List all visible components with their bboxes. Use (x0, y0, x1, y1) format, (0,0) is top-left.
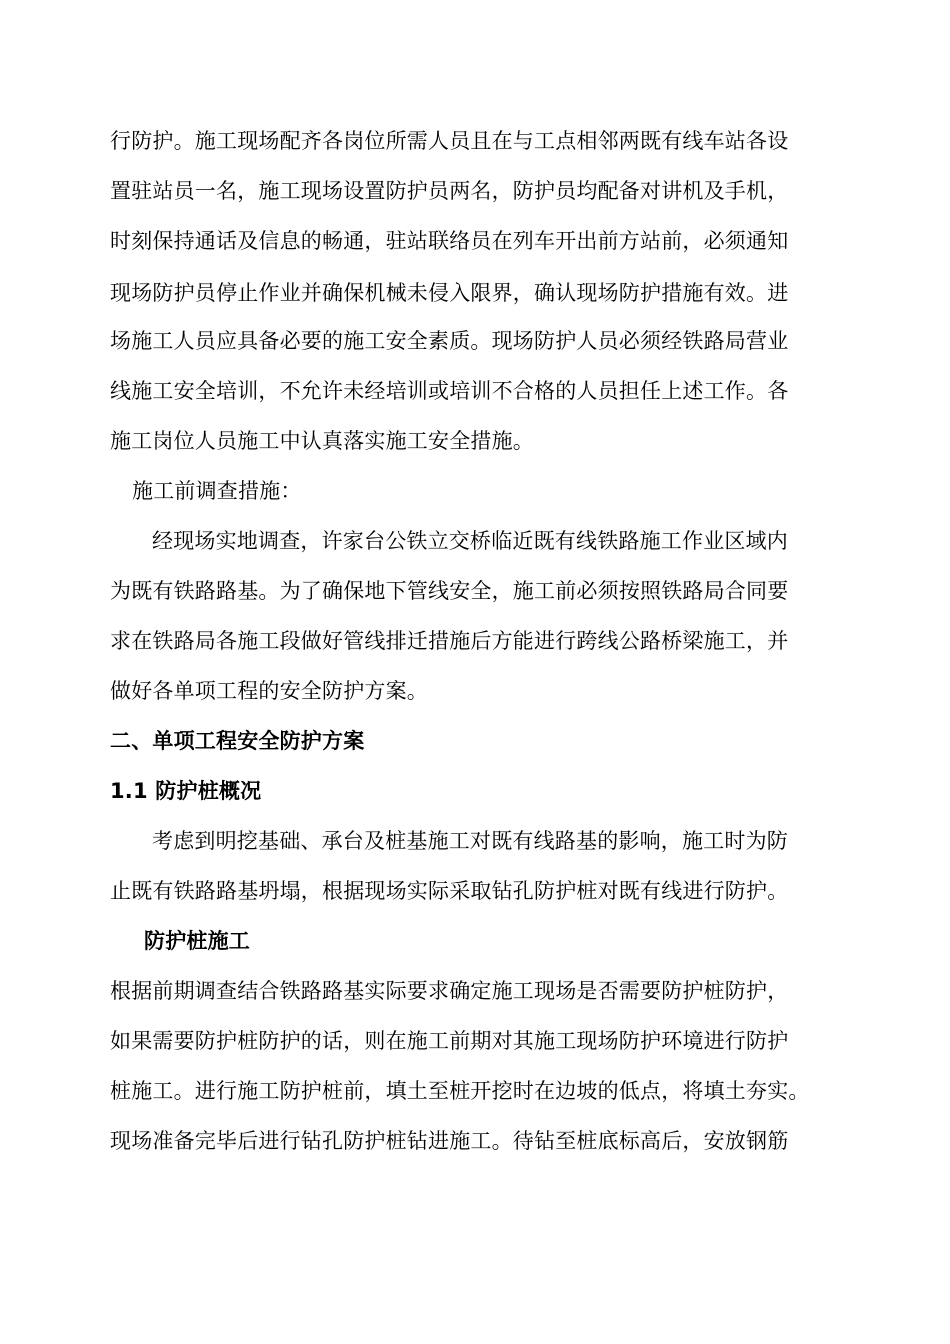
paragraph-line: 置驻站员一名，施工现场设置防护员两名，防护员均配备对讲机及手机， (110, 179, 789, 203)
paragraph-line: 场施工人员应具备必要的施工安全素质。现场防护人员必须经铁路局营业 (110, 329, 789, 353)
paragraph-line: 经现场实地调查，许家台公铁立交桥临近既有线铁路施工作业区域内 (152, 529, 788, 553)
subsection-heading: 防护桩施工 (144, 929, 250, 953)
paragraph-line: 根据前期调查结合铁路路基实际要求确定施工现场是否需要防护桩防护， (110, 979, 789, 1003)
paragraph-line: 考虑到明挖基础、承台及桩基施工对既有线路基的影响，施工时为防 (152, 829, 788, 853)
subsection-heading: 1.1 防护桩概况 (110, 779, 262, 803)
paragraph-line: 线施工安全培训，不允许未经培训或培训不合格的人员担任上述工作。各 (110, 379, 789, 403)
paragraph-line: 时刻保持通话及信息的畅通，驻站联络员在列车开出前方站前，必须通知 (110, 229, 789, 253)
paragraph-line: 现场防护员停止作业并确保机械未侵入限界，确认现场防护措施有效。进 (110, 281, 789, 305)
paragraph-line: 做好各单项工程的安全防护方案。 (110, 679, 428, 703)
chapter-heading: 二、单项工程安全防护方案 (110, 729, 365, 753)
paragraph-line: 现场准备完毕后进行钻孔防护桩钻进施工。待钻至桩底标高后，安放钢筋 (110, 1129, 789, 1153)
section-heading: 施工前调查措施： (132, 479, 302, 503)
paragraph-line: 为既有铁路路基。为了确保地下管线安全，施工前必须按照铁路局合同要 (110, 579, 789, 603)
paragraph-line: 止既有铁路路基坍塌，根据现场实际采取钻孔防护桩对既有线进行防护。 (110, 879, 789, 903)
paragraph-line: 施工岗位人员施工中认真落实施工安全措施。 (110, 429, 534, 453)
paragraph-line: 如果需要防护桩防护的话，则在施工前期对其施工现场防护环境进行防护 (110, 1029, 789, 1053)
paragraph-line: 桩施工。进行施工防护桩前，填土至桩开挖时在边坡的低点，将填土夯实。 (110, 1079, 810, 1103)
paragraph-line: 行防护。施工现场配齐各岗位所需人员且在与工点相邻两既有线车站各设 (110, 129, 789, 153)
paragraph-line: 求在铁路局各施工段做好管线排迁措施后方能进行跨线公路桥梁施工，并 (110, 629, 789, 653)
